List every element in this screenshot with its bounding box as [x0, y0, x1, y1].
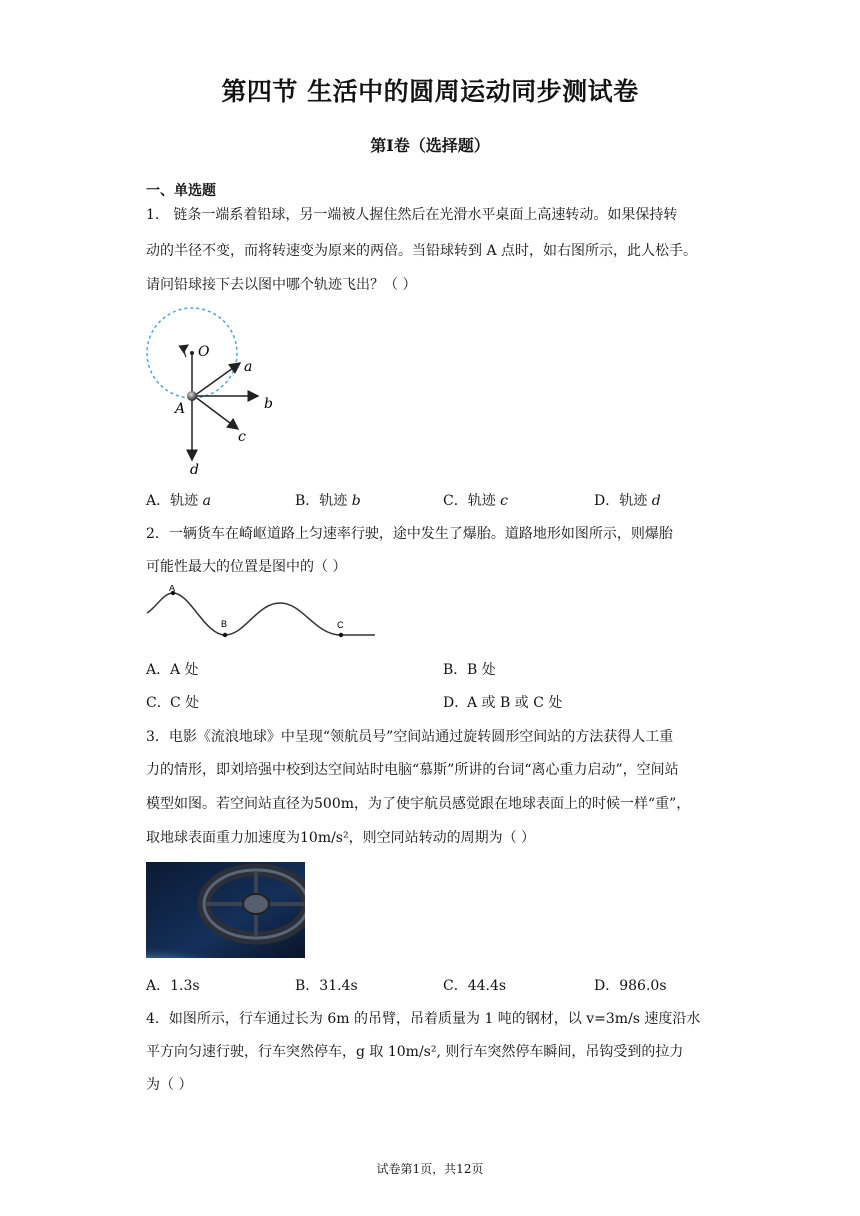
- trajectory-c-arrow: [194, 396, 238, 429]
- label-A: A: [169, 585, 176, 593]
- q3-option-c: C．44.4s: [443, 978, 507, 994]
- page-title: 第四节 生活中的圆周运动同步测试卷: [221, 77, 639, 106]
- section-subtitle: 第Ⅰ卷（选择题）: [370, 136, 490, 155]
- q2-option-b-text: B 处: [467, 662, 496, 678]
- point-B: [223, 633, 227, 637]
- q4-line-2: 平方向匀速行驶，行车突然停车，g 取 10m/s², 则行车突然停车瞬间，吊钩受到的拉力: [146, 1044, 684, 1060]
- q4-line-1: 4．如图所示，行车通过长为 6m 的吊臂，吊着质量为 1 吨的钢材，以 v=3m/s 速度沿水: [146, 1011, 701, 1027]
- rotation-arrow-icon: [184, 345, 188, 357]
- q3-line-1: 3．电影《流浪地球》中呈现“领航员号”空间站通过旋转圆形空间站的方法获得人工重: [146, 729, 674, 745]
- q2-option-c-text: C 处: [170, 695, 200, 711]
- page-footer: 试卷第1页，共12页: [376, 1162, 484, 1176]
- q1-line-2: 动的半径不变，而将转速变为原来的两倍。当铅球转到 A 点时，如右图所示，此人松手。: [146, 243, 698, 259]
- label-O: O: [198, 344, 210, 360]
- lead-ball: [187, 391, 197, 401]
- q1-line-1: 1． 链条一端系着铅球，另一端被人握住然后在光滑水平桌面上高速转动。如果保持转: [146, 207, 678, 223]
- q3-line-2: 力的情形，即刘培强中校到达空间站时电脑“慕斯”所讲的台词“离心重力启动”，空间站: [146, 762, 679, 778]
- q1-trajectory-figure: [140, 305, 290, 480]
- label-C: C: [337, 620, 344, 630]
- q3-line-3: 模型如图。若空间站直径为500m，为了使宇航员感觉跟在地球表面上的时候一样“重”，: [146, 796, 691, 812]
- q1-option-b: B．轨迹 b: [295, 493, 361, 509]
- q2-option-d-text: A 或 B 或 C 处: [467, 695, 563, 711]
- q3-option-d: D．986.0s: [594, 978, 667, 994]
- label-b: b: [264, 396, 273, 412]
- q3-option-b: B．31.4s: [295, 978, 358, 994]
- q4-line-3: 为（ ）: [146, 1077, 193, 1093]
- q2-option-a-text: A 处: [170, 662, 199, 678]
- section-heading: 一、单选题: [146, 183, 216, 199]
- q3-line-4: 取地球表面重力加速度为10m/s²，则空同站转动的周期为（ ）: [146, 830, 536, 846]
- q2-option-a: A．: [146, 662, 171, 678]
- label-c: c: [238, 429, 246, 445]
- q1-option-d: D．轨迹 d: [594, 493, 661, 509]
- label-d: d: [190, 462, 199, 478]
- label-B: B: [221, 619, 228, 629]
- q1-line-3: 请问铅球接下去以图中哪个轨迹飞出？（ ）: [146, 277, 417, 293]
- point-C: [339, 633, 343, 637]
- q2-road-figure: [145, 585, 380, 645]
- q2-line-1: 2．一辆货车在崎岖道路上匀速率行驶，途中发生了爆胎。道路地形如图所示，则爆胎: [146, 526, 673, 542]
- q2-line-2: 可能性最大的位置是图中的（ ）: [146, 559, 347, 575]
- q2-option-d: D．: [443, 695, 469, 711]
- q2-option-c: C．: [146, 695, 171, 711]
- q2-option-b: B．: [443, 662, 468, 678]
- q1-option-a: A．轨迹 a: [146, 493, 211, 509]
- label-A: A: [175, 401, 186, 417]
- label-a: a: [244, 359, 253, 375]
- q1-option-c: C．轨迹 c: [443, 493, 509, 509]
- space-station-image: [146, 862, 305, 958]
- q3-option-a: A．1.3s: [146, 978, 200, 994]
